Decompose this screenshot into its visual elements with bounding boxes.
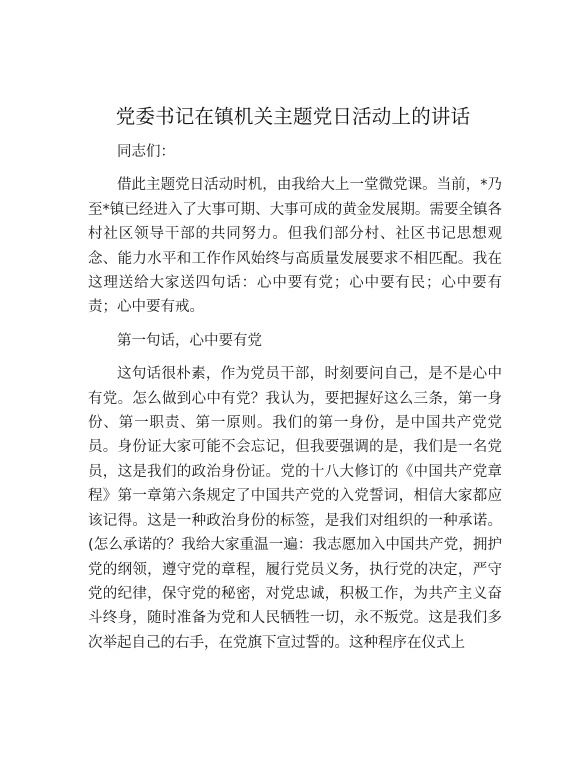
section-heading: 第一句话，心中要有党 <box>117 332 262 349</box>
section-paragraph: 这句话很朴素，作为党员干部，时刻要问自己，是不是心中有党。怎么做到心中有党？我认为，要把握好这么三条，第一身份、第一职责、第一原则。我们的第一身份，是中国共产党党员。身份证大家可能不会忘记，但我要强调的是，我们是一名党员，这是我们的政治身份证。党的十八大修订的《中国共产党章程》第一章第六条规定了中国共产党的入党誓词，相信大家都应该记得。这是一种政治身份的标签，是我们对组织的一种承诺。(怎么承诺的？我给大家重温一遍：我志愿加入中国共产党，拥护党的纲领，遵守党的章程，履行党员义务，执行党的决定，严守党的纪律，保守党的秘密，对党忠诚，积极工作，为共产主义奋斗终身，随时准备为党和人民牺牲一切，永不叛党。这是我们多次举起自己的右手，在党旗下宣过誓的。这种程序在仪式上 <box>88 366 502 651</box>
salutation-paragraph: 同志们： <box>117 144 175 160</box>
document-body <box>88 140 502 664</box>
intro-paragraph: 借此主题党日活动时机，由我给大上一堂微党课。当前，*乃至*镇已经进入了大事可期、大事可成的黄金发展期。需要全镇各村社区领导干部的共同努力。但我们部分村、社区书记思想观念、能力水平和工作作风始终与高质量发展要求不相匹配。我在这理送给大家送四句话：心中要有党；心中要有民；心中要有责；心中要有戒。 <box>88 177 502 316</box>
document-title: 党委书记在镇机关主题党日活动上的讲话 <box>115 105 471 128</box>
